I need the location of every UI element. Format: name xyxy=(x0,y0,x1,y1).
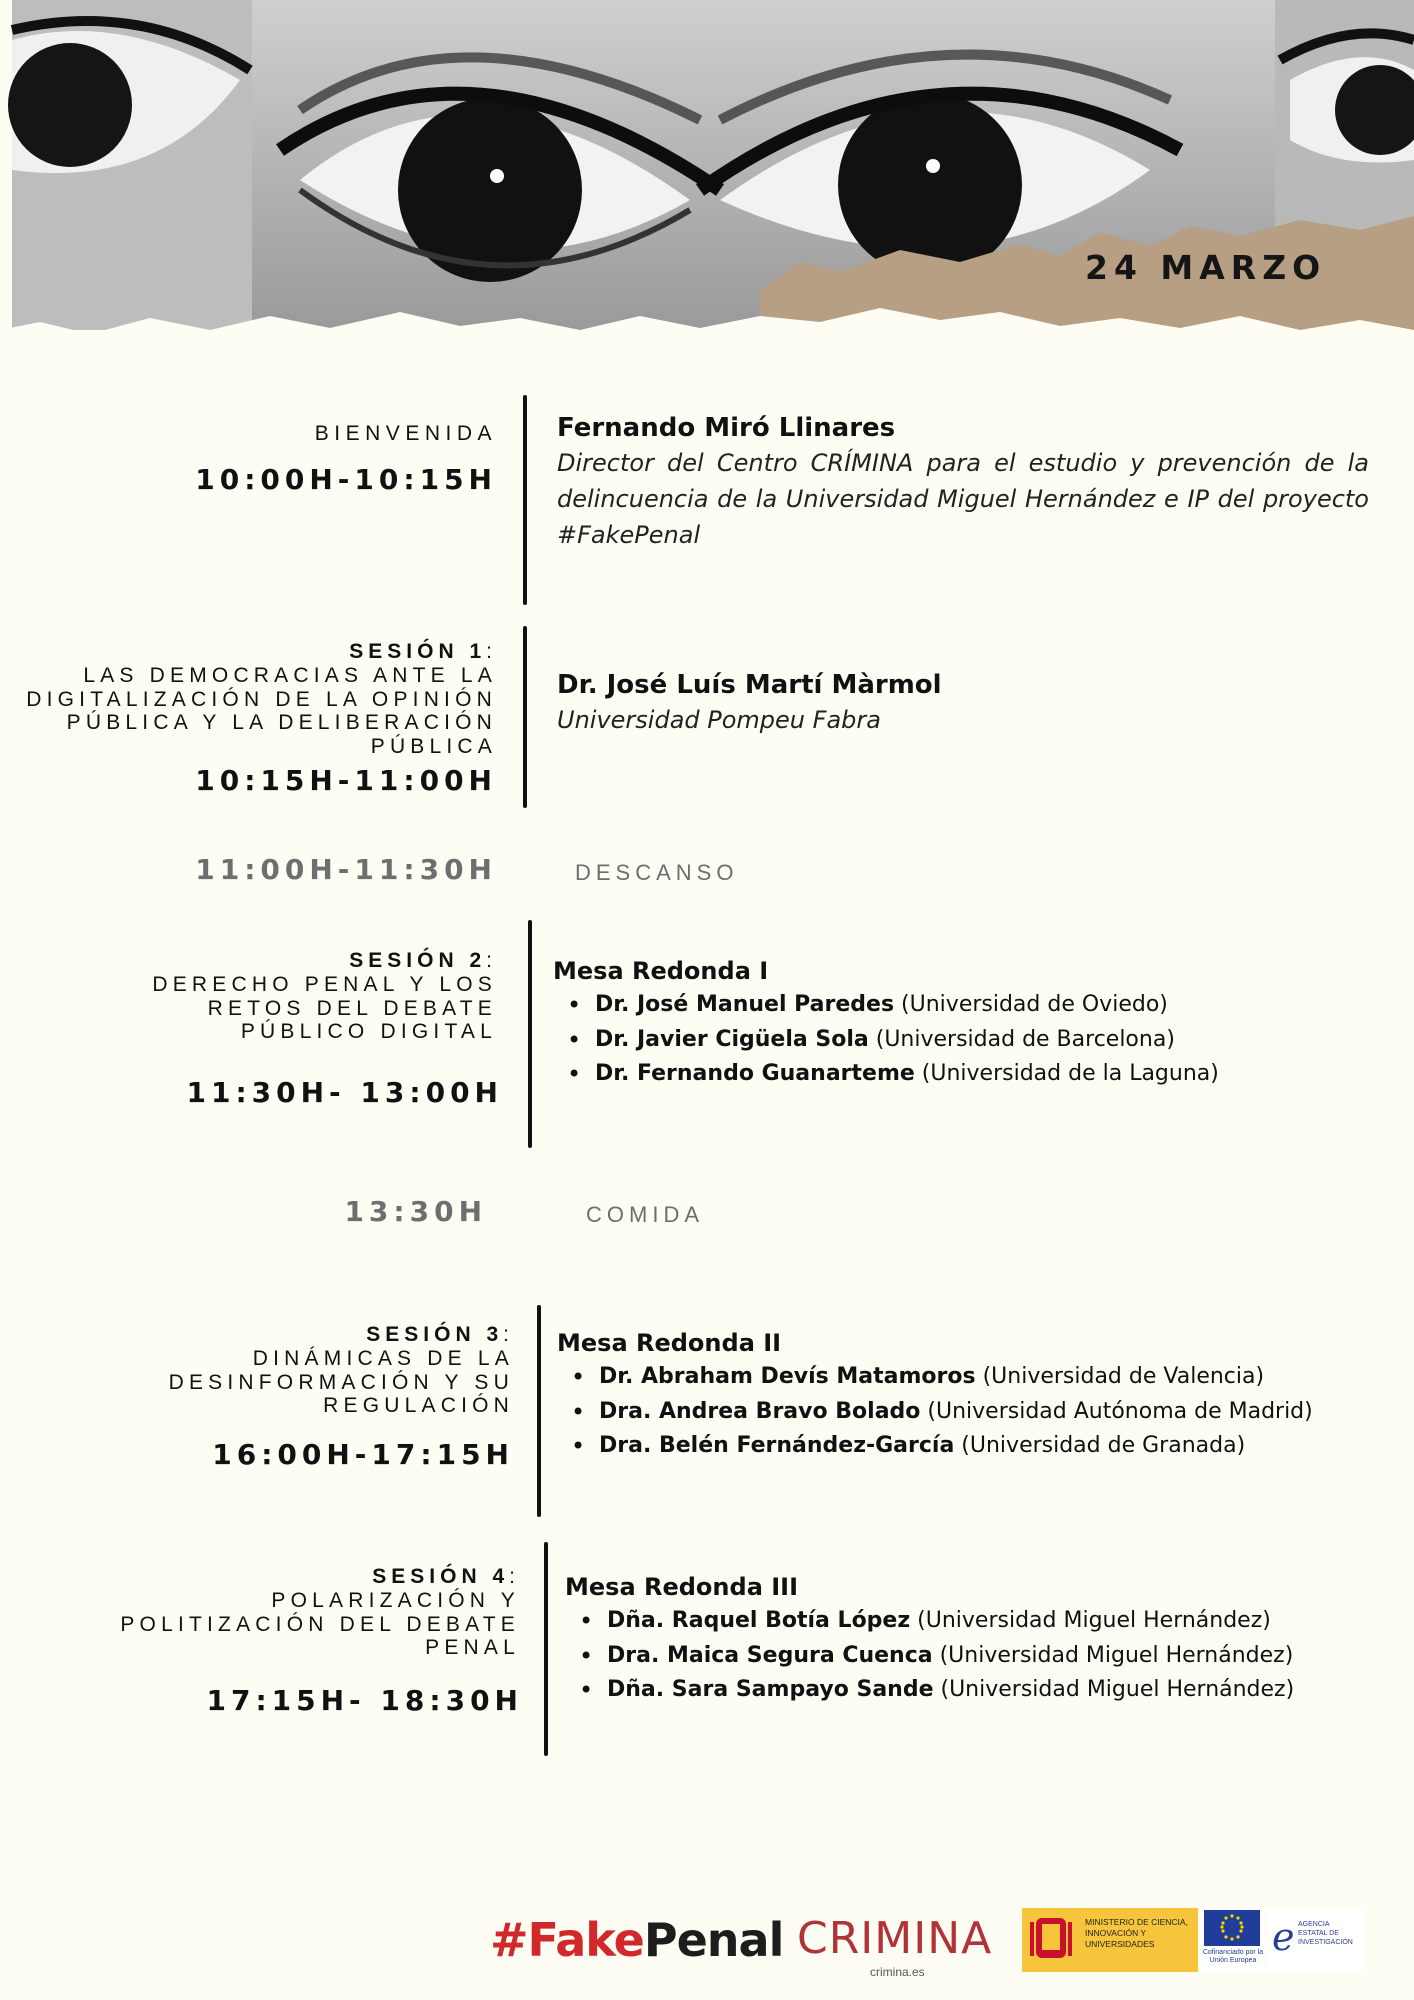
session4-members xyxy=(565,1604,1385,1708)
member-name: Dra. Andrea Bravo Bolado xyxy=(599,1398,921,1424)
member-name: Dña. Raquel Botía López xyxy=(607,1608,911,1633)
session3-details xyxy=(557,1326,1377,1464)
list-item xyxy=(565,1639,1385,1674)
list-item xyxy=(553,1023,1373,1058)
welcome-speaker: Fernando Miró Llinares xyxy=(557,413,896,443)
eu-flag-icon xyxy=(1204,1910,1260,1946)
session4-divider xyxy=(544,1542,548,1756)
fakepenal-logo-penal: Penal xyxy=(643,1913,784,1967)
welcome-time: 10:00H-10:15H xyxy=(195,463,497,496)
session1-time: 10:15H-11:00H xyxy=(195,764,497,797)
member-affiliation: (Universidad de Barcelona) xyxy=(868,1026,1175,1052)
member-affiliation: (Universidad Autónoma de Madrid) xyxy=(920,1398,1313,1424)
break-time: 11:00H-11:30H xyxy=(195,853,497,886)
session3-divider xyxy=(537,1305,541,1517)
member-affiliation: (Universidad de Valencia) xyxy=(975,1364,1265,1389)
member-affiliation: (Universidad Miguel Hernández) xyxy=(910,1608,1271,1633)
event-date: 24 MARZO xyxy=(1085,248,1327,287)
header-photo xyxy=(0,0,1414,345)
member-affiliation: (Universidad de Oviedo) xyxy=(894,992,1168,1017)
member-name: Dr. Javier Cigüela Sola xyxy=(595,1026,869,1052)
session1-divider xyxy=(523,626,527,808)
welcome-affiliation: Director del Centro CRÍMINA para el estudio y prevención de la delincuencia de la Universidad Miguel Hernández e IP del proyecto #FakePenal xyxy=(557,449,1369,549)
session2-time: 11:30H- 13:00H xyxy=(186,1076,503,1109)
session4-title: POLARIZACIÓN Y POLITIZACIÓN DEL DEBATE PENAL xyxy=(120,1589,520,1659)
footer-logos xyxy=(0,1895,1414,2000)
eyes-photo xyxy=(0,0,1414,345)
list-item xyxy=(565,1673,1385,1708)
eu-text: Cofinanciado por la Unión Europea xyxy=(1202,1949,1264,1964)
session2-title: DERECHO PENAL Y LOS RETOS DEL DEBATE PÚBLICO DIGITAL xyxy=(152,973,497,1043)
member-name: Dra. Belén Fernández-García xyxy=(599,1433,955,1458)
session1-heading xyxy=(0,640,497,664)
aei-text: AGENCIA ESTATAL DE INVESTIGACIÓN xyxy=(1298,1921,1353,1946)
member-affiliation: (Universidad de la Laguna) xyxy=(914,1061,1219,1086)
welcome-divider xyxy=(523,395,527,605)
welcome-details xyxy=(557,411,1369,553)
list-item xyxy=(553,1057,1373,1092)
fakepenal-logo-fake: #Fake xyxy=(490,1913,644,1967)
member-name: Dra. Maica Segura Cuenca xyxy=(607,1642,933,1668)
list-item xyxy=(565,1604,1385,1639)
session4-time: 17:15H- 18:30H xyxy=(206,1684,523,1717)
session3-time: 16:00H-17:15H xyxy=(212,1438,514,1471)
session2-heading xyxy=(77,949,497,973)
session2-heading-text: SESIÓN 2 xyxy=(349,949,487,972)
member-name: Dr. Fernando Guanarteme xyxy=(595,1061,915,1086)
spain-coat-of-arms-icon xyxy=(1022,1908,1082,1972)
session2-details xyxy=(553,954,1373,1092)
session4-heading-text: SESIÓN 4 xyxy=(372,1565,510,1588)
welcome-block xyxy=(77,422,497,496)
session1-title: LAS DEMOCRACIAS ANTE LA DIGITALIZACIÓN DE LA OPINIÓN PÚBLICA Y LA DELIBERACIÓN PÚBLICA xyxy=(26,664,497,758)
session3-colon: : xyxy=(503,1323,514,1346)
list-item xyxy=(553,988,1373,1023)
session1-affiliation: Universidad Pompeu Fabra xyxy=(557,706,881,734)
list-item xyxy=(557,1395,1377,1430)
fakepenal-logo xyxy=(490,1913,783,1967)
session3-panel: Mesa Redonda II xyxy=(557,1329,782,1357)
lunch-label: COMIDA xyxy=(586,1202,704,1227)
list-item xyxy=(557,1429,1377,1464)
member-name: Dña. Sara Sampayo Sande xyxy=(607,1677,934,1702)
aei-mark-icon: e xyxy=(1272,1915,1295,1959)
session2-panel: Mesa Redonda I xyxy=(553,957,769,985)
session2-members xyxy=(553,988,1373,1092)
session2-divider xyxy=(528,920,532,1148)
crimina-url: crimina.es xyxy=(870,1965,925,1979)
welcome-label: BIENVENIDA xyxy=(314,422,497,445)
session1-details xyxy=(557,668,1369,738)
session1-block xyxy=(0,640,497,797)
session3-heading xyxy=(94,1323,514,1347)
member-affiliation: (Universidad Miguel Hernández) xyxy=(932,1642,1294,1668)
member-name: Dr. Abraham Devís Matamoros xyxy=(599,1364,976,1389)
session4-heading xyxy=(60,1565,520,1589)
session1-speaker: Dr. José Luís Martí Màrmol xyxy=(557,670,942,700)
session2-colon: : xyxy=(486,949,497,972)
lunch-time: 13:30H xyxy=(344,1195,487,1228)
session4-panel: Mesa Redonda III xyxy=(565,1573,799,1601)
session1-colon: : xyxy=(486,640,497,663)
member-name: Dr. José Manuel Paredes xyxy=(595,992,895,1017)
member-affiliation: (Universidad de Granada) xyxy=(954,1433,1246,1458)
session4-colon: : xyxy=(509,1565,520,1588)
crimina-logo: CRIMINA xyxy=(797,1913,993,1964)
session2-block xyxy=(77,949,497,1044)
session4-block xyxy=(60,1565,520,1660)
session3-block xyxy=(94,1323,514,1418)
member-affiliation: (Universidad Miguel Hernández) xyxy=(933,1677,1295,1702)
session3-heading-text: SESIÓN 3 xyxy=(366,1323,504,1346)
session3-title: DINÁMICAS DE LA DESINFORMACIÓN Y SU REGULACIÓN xyxy=(168,1347,514,1417)
session1-heading-text: SESIÓN 1 xyxy=(349,640,487,663)
break-label: DESCANSO xyxy=(575,860,739,885)
session3-members xyxy=(557,1360,1377,1464)
ministry-text: MINISTERIO DE CIENCIA, INNOVACIÓN Y UNIVERSIDADES xyxy=(1085,1917,1188,1949)
session4-details xyxy=(565,1570,1385,1708)
list-item xyxy=(557,1360,1377,1395)
